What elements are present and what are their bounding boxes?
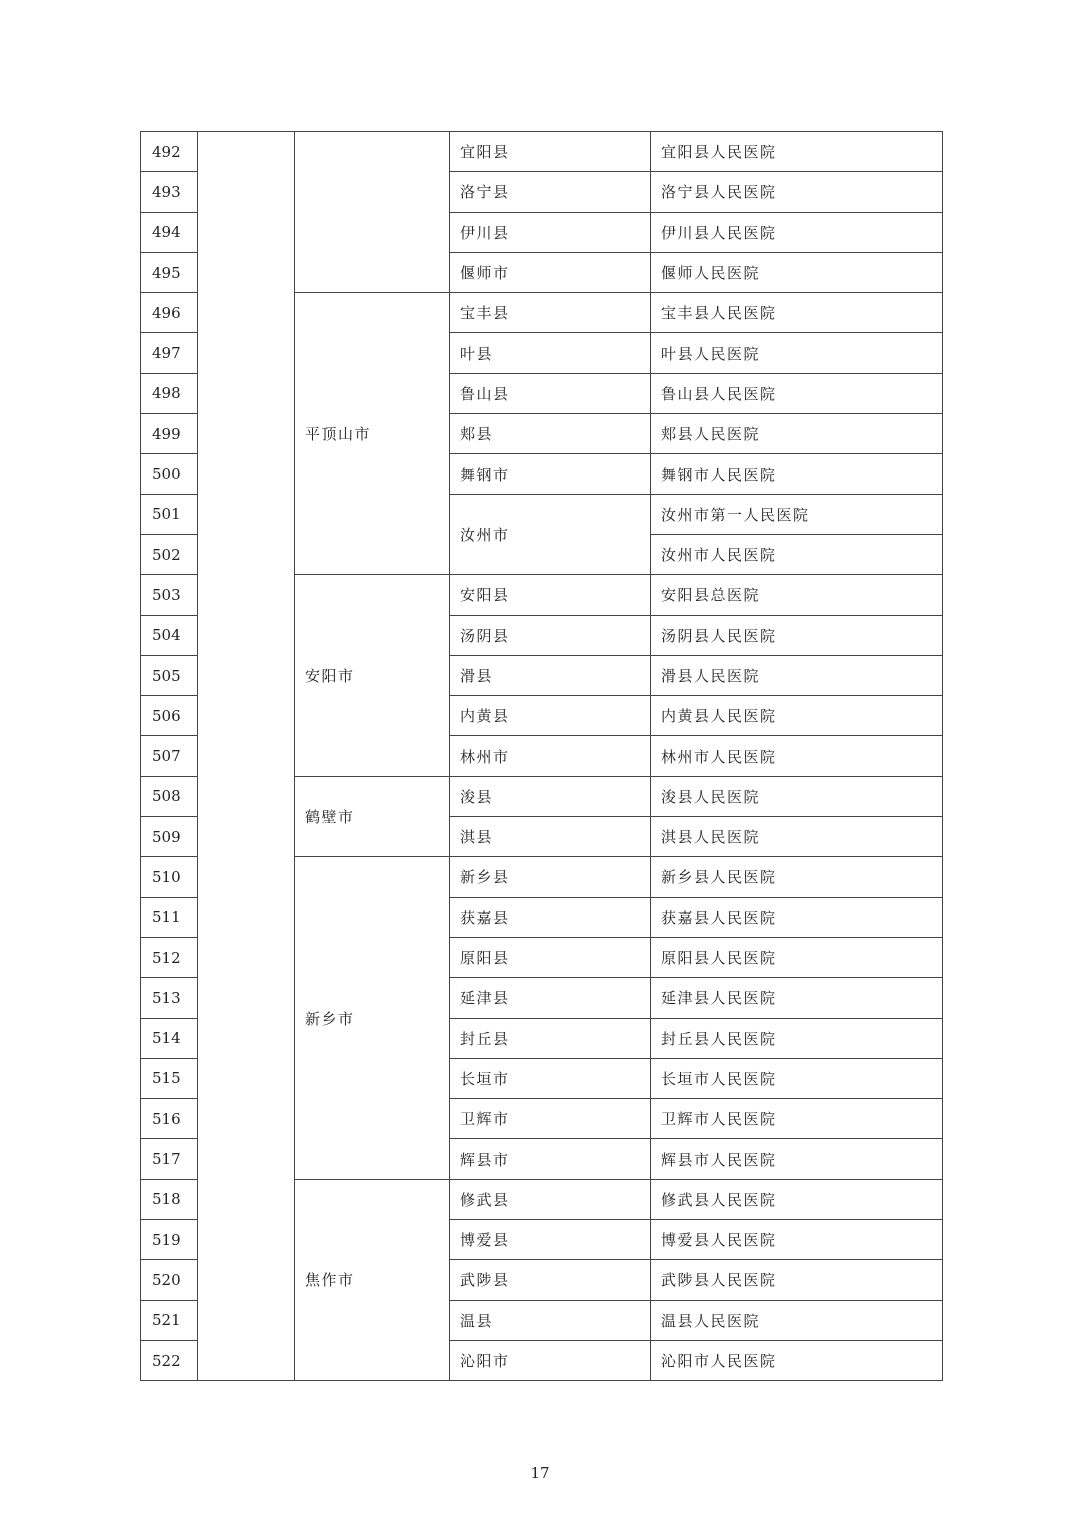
county-cell: 沁阳市 bbox=[450, 1340, 651, 1380]
hospital-cell: 原阳县人民医院 bbox=[651, 937, 943, 977]
hospital-cell: 内黄县人民医院 bbox=[651, 696, 943, 736]
hospital-cell: 舞钢市人民医院 bbox=[651, 454, 943, 494]
city-cell bbox=[295, 132, 450, 293]
row-number: 510 bbox=[141, 857, 198, 897]
row-number: 503 bbox=[141, 575, 198, 615]
county-cell: 偃师市 bbox=[450, 252, 651, 292]
hospital-cell: 叶县人民医院 bbox=[651, 333, 943, 373]
county-cell: 原阳县 bbox=[450, 937, 651, 977]
county-cell: 安阳县 bbox=[450, 575, 651, 615]
hospital-cell: 汝州市第一人民医院 bbox=[651, 494, 943, 534]
hospital-cell: 博爱县人民医院 bbox=[651, 1220, 943, 1260]
county-cell: 汝州市 bbox=[450, 494, 651, 575]
row-number: 516 bbox=[141, 1099, 198, 1139]
county-cell: 林州市 bbox=[450, 736, 651, 776]
county-cell: 宜阳县 bbox=[450, 132, 651, 172]
row-number: 511 bbox=[141, 897, 198, 937]
page-number: 17 bbox=[530, 1464, 550, 1482]
city-cell: 新乡市 bbox=[295, 857, 450, 1179]
city-cell: 鹤壁市 bbox=[295, 776, 450, 857]
row-number: 492 bbox=[141, 132, 198, 172]
county-cell: 鲁山县 bbox=[450, 373, 651, 413]
row-number: 514 bbox=[141, 1018, 198, 1058]
hospital-cell: 浚县人民医院 bbox=[651, 776, 943, 816]
county-cell: 舞钢市 bbox=[450, 454, 651, 494]
hospital-cell: 洛宁县人民医院 bbox=[651, 172, 943, 212]
hospital-cell: 武陟县人民医院 bbox=[651, 1260, 943, 1300]
row-number: 495 bbox=[141, 252, 198, 292]
county-cell: 郏县 bbox=[450, 414, 651, 454]
hospital-table bbox=[140, 131, 943, 1381]
hospital-cell: 宝丰县人民医院 bbox=[651, 293, 943, 333]
county-cell: 辉县市 bbox=[450, 1139, 651, 1179]
hospital-cell: 林州市人民医院 bbox=[651, 736, 943, 776]
row-number: 500 bbox=[141, 454, 198, 494]
row-number: 507 bbox=[141, 736, 198, 776]
row-number: 506 bbox=[141, 696, 198, 736]
hospital-cell: 淇县人民医院 bbox=[651, 817, 943, 857]
hospital-cell: 鲁山县人民医院 bbox=[651, 373, 943, 413]
row-number: 504 bbox=[141, 615, 198, 655]
county-cell: 获嘉县 bbox=[450, 897, 651, 937]
row-number: 515 bbox=[141, 1058, 198, 1098]
table-row bbox=[141, 132, 943, 172]
county-cell: 叶县 bbox=[450, 333, 651, 373]
county-cell: 汤阴县 bbox=[450, 615, 651, 655]
hospital-cell: 偃师人民医院 bbox=[651, 252, 943, 292]
hospital-cell: 卫辉市人民医院 bbox=[651, 1099, 943, 1139]
row-number: 517 bbox=[141, 1139, 198, 1179]
row-number: 521 bbox=[141, 1300, 198, 1340]
row-number: 502 bbox=[141, 534, 198, 574]
row-number: 494 bbox=[141, 212, 198, 252]
county-cell: 封丘县 bbox=[450, 1018, 651, 1058]
row-number: 522 bbox=[141, 1340, 198, 1380]
row-number: 499 bbox=[141, 414, 198, 454]
hospital-cell: 新乡县人民医院 bbox=[651, 857, 943, 897]
county-cell: 浚县 bbox=[450, 776, 651, 816]
hospital-cell: 延津县人民医院 bbox=[651, 978, 943, 1018]
hospital-cell: 伊川县人民医院 bbox=[651, 212, 943, 252]
county-cell: 洛宁县 bbox=[450, 172, 651, 212]
hospital-cell: 滑县人民医院 bbox=[651, 655, 943, 695]
county-cell: 滑县 bbox=[450, 655, 651, 695]
row-number: 493 bbox=[141, 172, 198, 212]
hospital-cell: 郏县人民医院 bbox=[651, 414, 943, 454]
county-cell: 武陟县 bbox=[450, 1260, 651, 1300]
hospital-cell: 获嘉县人民医院 bbox=[651, 897, 943, 937]
city-cell: 焦作市 bbox=[295, 1179, 450, 1380]
row-number: 508 bbox=[141, 776, 198, 816]
row-number: 520 bbox=[141, 1260, 198, 1300]
row-number: 509 bbox=[141, 817, 198, 857]
row-number: 513 bbox=[141, 978, 198, 1018]
row-number: 498 bbox=[141, 373, 198, 413]
row-number: 505 bbox=[141, 655, 198, 695]
county-cell: 延津县 bbox=[450, 978, 651, 1018]
hospital-cell: 长垣市人民医院 bbox=[651, 1058, 943, 1098]
row-number: 519 bbox=[141, 1220, 198, 1260]
row-number: 501 bbox=[141, 494, 198, 534]
hospital-cell: 安阳县总医院 bbox=[651, 575, 943, 615]
hospital-cell: 修武县人民医院 bbox=[651, 1179, 943, 1219]
county-cell: 温县 bbox=[450, 1300, 651, 1340]
city-cell: 平顶山市 bbox=[295, 293, 450, 575]
county-cell: 新乡县 bbox=[450, 857, 651, 897]
county-cell: 内黄县 bbox=[450, 696, 651, 736]
city-cell: 安阳市 bbox=[295, 575, 450, 776]
row-number: 518 bbox=[141, 1179, 198, 1219]
county-cell: 长垣市 bbox=[450, 1058, 651, 1098]
province-cell bbox=[198, 132, 295, 1381]
hospital-cell: 沁阳市人民医院 bbox=[651, 1340, 943, 1380]
county-cell: 卫辉市 bbox=[450, 1099, 651, 1139]
row-number: 496 bbox=[141, 293, 198, 333]
county-cell: 伊川县 bbox=[450, 212, 651, 252]
row-number: 497 bbox=[141, 333, 198, 373]
county-cell: 修武县 bbox=[450, 1179, 651, 1219]
row-number: 512 bbox=[141, 937, 198, 977]
hospital-cell: 宜阳县人民医院 bbox=[651, 132, 943, 172]
hospital-cell: 温县人民医院 bbox=[651, 1300, 943, 1340]
hospital-cell: 汤阴县人民医院 bbox=[651, 615, 943, 655]
county-cell: 博爱县 bbox=[450, 1220, 651, 1260]
hospital-cell: 汝州市人民医院 bbox=[651, 534, 943, 574]
hospital-cell: 封丘县人民医院 bbox=[651, 1018, 943, 1058]
county-cell: 宝丰县 bbox=[450, 293, 651, 333]
hospital-cell: 辉县市人民医院 bbox=[651, 1139, 943, 1179]
county-cell: 淇县 bbox=[450, 817, 651, 857]
